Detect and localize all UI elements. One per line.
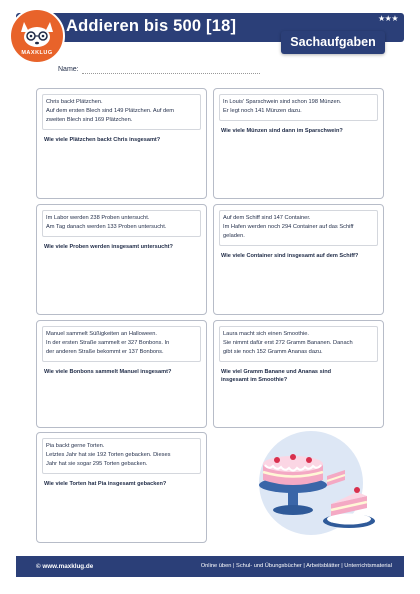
task-story: Im Labor werden 238 Proben untersucht. Am Tag danach werden 133 Proben untersucht.	[42, 210, 201, 237]
footer-bar	[16, 556, 404, 577]
task-question: Wie viele Container sind insgesamt auf dem Schiff?	[221, 253, 359, 259]
task-card-3	[36, 204, 207, 315]
name-label: Name:	[58, 66, 79, 73]
task-question: Wie viel Gramm Banane und Ananas sind insgesamt im Smoothie?	[221, 369, 332, 383]
page-title: Addieren bis 500 [18]	[66, 17, 237, 35]
task-story: Auf dem Schiff sind 147 Container. Im Hafen werden noch 294 Container auf das Schiff geladen.	[219, 210, 378, 246]
task-story: Pia backt gerne Torten. Letztes Jahr hat sie 192 Torten gebacken. Dieses Jahr hat sie sogar 295 Torten gebacken.	[42, 438, 201, 474]
fox-logo-icon	[9, 8, 65, 64]
task-question: Wie viele Bonbons sammelt Manuel insgesamt?	[44, 369, 172, 375]
task-card-2	[213, 88, 384, 199]
footer-links[interactable]: Online üben | Schul- und Übungsbücher | Arbeitsblätter | Unterrichtsmaterial	[200, 563, 392, 569]
task-question: Wie viele Münzen sind dann im Sparschwein?	[221, 128, 343, 134]
task-card-4	[213, 204, 384, 315]
task-card-1	[36, 88, 207, 199]
task-story: Laura macht sich einen Smoothie. Sie nimmt dafür erst 272 Gramm Bananen. Danach gibt sie noch 152 Gramm Ananas dazu.	[219, 326, 378, 362]
difficulty-stars: ★★★	[377, 14, 398, 23]
task-card-7	[36, 432, 207, 543]
task-story: Chris backt Plätzchen. Auf dem ersten Blech sind 149 Plätzchen. Auf dem zweiten Blech sind 169 Plätzchen.	[42, 94, 201, 130]
task-story: In Louis' Sparschwein sind schon 198 Münzen. Er legt noch 141 Münzen dazu.	[219, 94, 378, 121]
logo-text: MAXKLUG	[21, 50, 53, 56]
footer-brand[interactable]: © www.maxklug.de	[36, 563, 94, 570]
task-card-6	[213, 320, 384, 428]
task-story: Manuel sammelt Süßigkeiten an Halloween. In der ersten Straße sammelt er 327 Bonbons. In der anderen Straße bekommt er 137 Bonbons.	[42, 326, 201, 362]
category-badge: Sachaufgaben	[281, 31, 385, 54]
cake-illustration	[245, 430, 385, 540]
name-field[interactable]	[82, 73, 260, 74]
task-question: Wie viele Torten hat Pia insgesamt gebacken?	[44, 481, 167, 487]
task-question: Wie viele Proben werden insgesamt untersucht?	[44, 244, 173, 250]
task-card-5	[36, 320, 207, 428]
task-question: Wie viele Plätzchen backt Chris insgesamt?	[44, 137, 161, 143]
